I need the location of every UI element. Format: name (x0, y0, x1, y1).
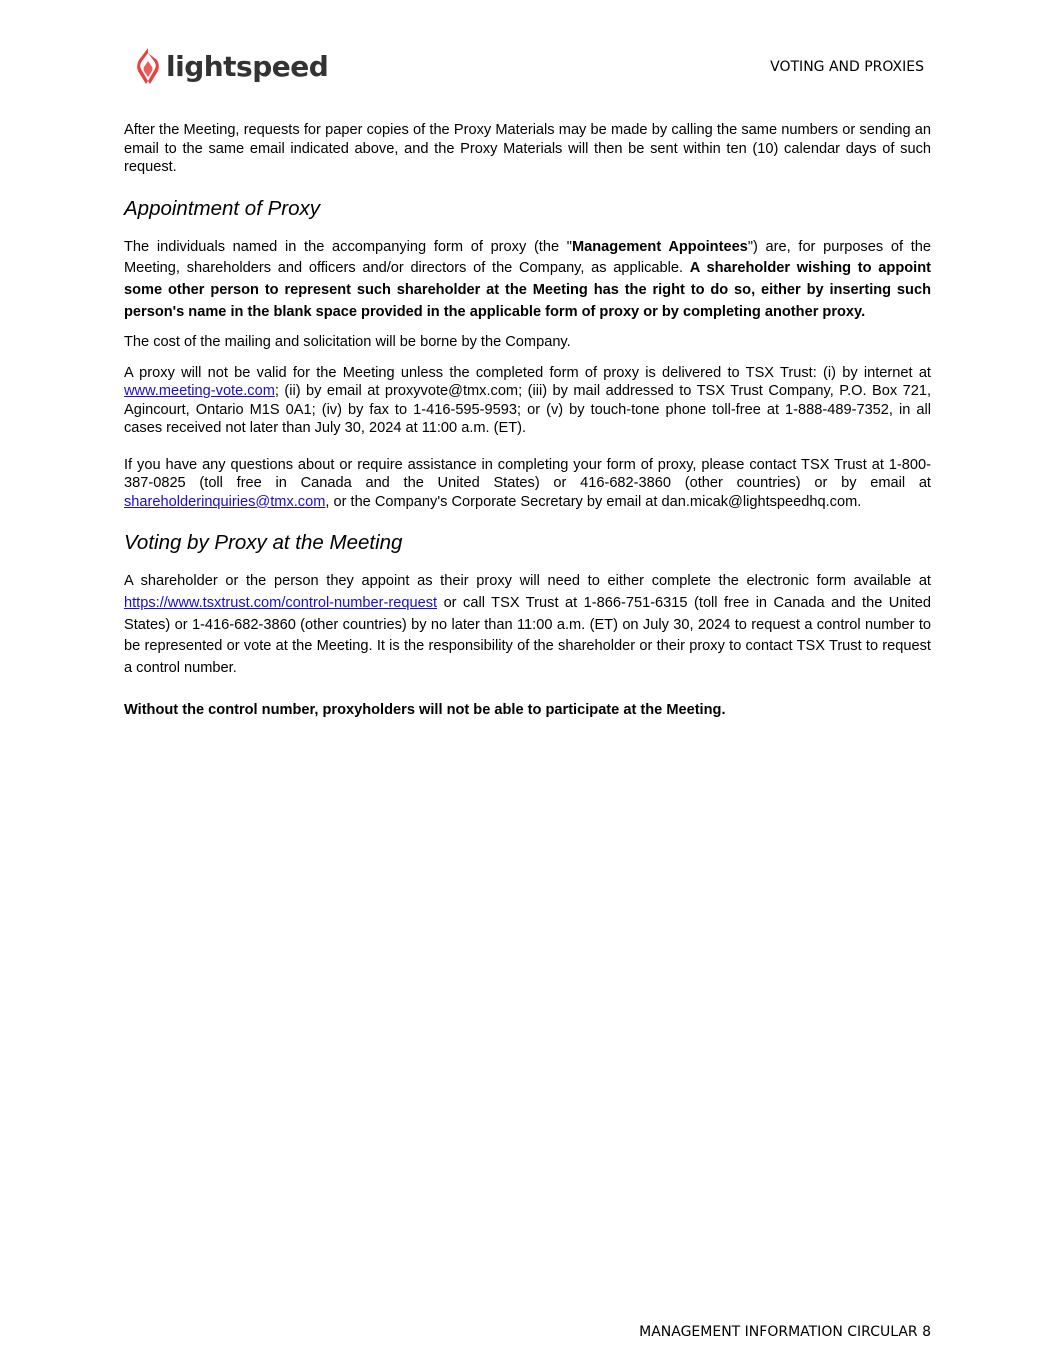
appointment-text-1: The individuals named in the accompanying form of proxy (the " (124, 238, 572, 255)
voting-heading: Voting by Proxy at the Meeting (124, 531, 403, 555)
validity-text-1: A proxy will not be valid for the Meeting unless the completed form of proxy is delivered to TSX Trust: (i) by internet at (124, 364, 931, 381)
shareholder-inquiries-link[interactable]: shareholderinquiries@tmx.com (124, 493, 326, 510)
management-appointees-term: Management Appointees (571, 238, 748, 255)
validity-text-2: ; (ii) by email at proxyvote@tmx.com; (iii) by mail addressed to TSX Trust Company, P.O. Box 721, Agincourt, Ontario M1S 0A1; (iv) by fax to 1-416-595-9593; or (v) by touch-tone phone toll-free at 1-888-489-7352, in all cases received not later than July 30, 2024 at 11:00 a.m. (ET). (124, 383, 931, 437)
control-number-warning: Without the control number, proxyholders will not be able to participate at the Meeting. (124, 701, 726, 718)
logo-wordmark: lightspeed (166, 49, 329, 83)
document-body (124, 121, 931, 719)
page-footer: MANAGEMENT INFORMATION CIRCULAR 8 (639, 1324, 931, 1340)
after-meeting-paragraph: After the Meeting, requests for paper copies of the Proxy Materials may be made by calling the same numbers or sending an email to the same email indicated above, and the Proxy Materials will then be sent within ten (10) calendar days of such request. (124, 122, 931, 175)
appointment-paragraph (124, 237, 931, 324)
questions-paragraph (124, 456, 931, 512)
appointment-text-2: ") are, for purposes of the Meeting, shareholders and officers and/or directors of the Company, as applicable. (124, 238, 931, 277)
appointment-bold-statement: A shareholder wishing to appoint some other person to represent such shareholder at the Meeting has the right to do so, either by inserting such person's name in the blank space provided in the applicable form of proxy or by completing another proxy. (124, 260, 931, 320)
voting-paragraph (124, 571, 931, 680)
cost-paragraph: The cost of the mailing and solicitation will be borne by the Company. (124, 334, 571, 351)
questions-text-1: If you have any questions about or require assistance in completing your form of proxy, please contact TSX Trust at 1-800-387-0825 (toll free in Canada and the United States) or 416-682-3860 (other countries) or by email at (124, 456, 931, 492)
voting-text-2: or call TSX Trust at 1-866-751-6315 (toll free in Canada and the United States) or 1-416-682-3860 (other countries) by no later than 11:00 a.m. (ET) on July 30, 2024 to request a control number to be represented or vote at the Meeting. It is the responsibility of the shareholder or their proxy to contact TSX Trust to request a control number. (124, 595, 931, 677)
appointment-heading: Appointment of Proxy (124, 196, 320, 220)
company-logo (135, 46, 328, 86)
voting-text-1: A shareholder or the person they appoint as their proxy will need to either complete the electronic form available at (124, 573, 931, 590)
validity-paragraph (124, 364, 931, 438)
section-title: VOTING AND PROXIES (770, 59, 924, 75)
questions-text-2: , or the Company's Corporate Secretary by email at dan.micak@lightspeedhq.com. (325, 493, 862, 510)
control-number-request-link[interactable]: https://www.tsxtrust.com/control-number-request (124, 595, 438, 612)
meeting-vote-link[interactable]: www.meeting-vote.com (124, 383, 275, 400)
flame-icon (135, 47, 161, 85)
